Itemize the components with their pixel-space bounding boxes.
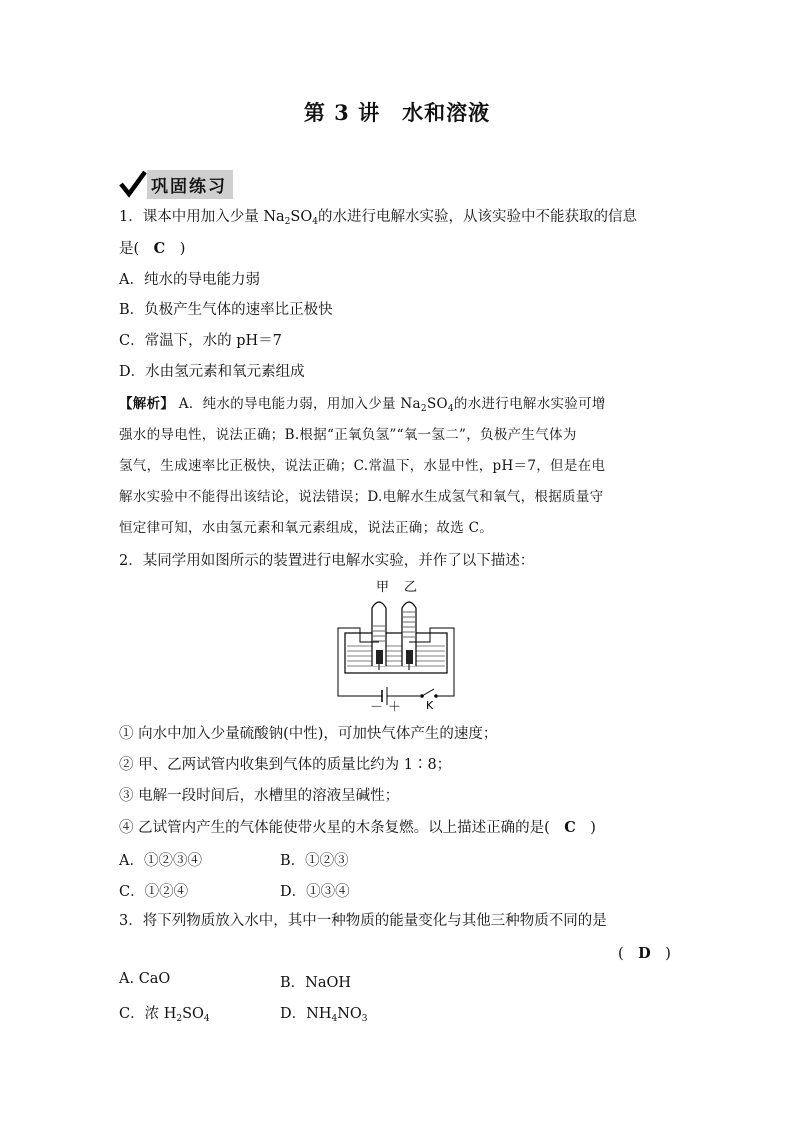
- q1-na-sub: $_2SO_4$: [284, 209, 318, 227]
- q1-analysis-line3: 氢气，生成速率比正极快，说法正确；C.常温下，水显中性，pH＝7，但是在电: [119, 458, 606, 474]
- q1-stem-part-a: 1．课本中用加入少量 Na: [119, 209, 285, 225]
- tube-label-yi: 乙: [404, 580, 418, 595]
- water-hatching: [347, 646, 445, 666]
- q2-statement-1: ① 向水中加入少量硫酸钠(中性)，可加快气体产生的速度；: [119, 726, 498, 742]
- electrode-right: [406, 650, 413, 664]
- q3-option-c-text: C．浓 H: [119, 1006, 177, 1022]
- tube-label-jia: 甲: [376, 580, 390, 595]
- q1-analysis-line1: [119, 394, 606, 414]
- q1-analysis-line5: 恒定律可知，水由氢元素和氧元素组成，说法正确；故选 C。: [119, 520, 494, 536]
- section-header: [119, 170, 233, 199]
- q2-answer: C: [564, 819, 576, 836]
- analysis-l1a: A．纯水的导电能力弱，用加入少量 Na: [174, 396, 421, 412]
- electrolysis-apparatus-diagram: [330, 578, 462, 712]
- q1-bracket-open: 是(: [119, 241, 154, 257]
- q1-stem-part-b: 的水进行电解水实验，从该实验中不能获取的信息: [317, 209, 637, 225]
- q2-option-c: C．①②④: [119, 884, 189, 900]
- q2-option-a: A．①②③④: [119, 853, 202, 869]
- q3-answer: D: [638, 945, 651, 962]
- switch-label: K: [426, 699, 434, 712]
- q2-stem: 2．某同学用如图所示的装置进行电解水实验，并作了以下描述：: [119, 553, 535, 569]
- page-title: 第 3 讲 水和溶液: [303, 100, 491, 125]
- q2-statement-2: ② 甲、乙两试管内收集到气体的质量比约为 1∶8；: [119, 757, 452, 773]
- q3-option-a: A. CaO: [119, 971, 171, 987]
- q1-bracket-close: ): [165, 241, 186, 257]
- q1-option-a: A．纯水的导电能力弱: [119, 272, 260, 288]
- minus-sign: －: [370, 700, 384, 712]
- q1-option-d: D．水由氢元素和氧元素组成: [119, 364, 305, 380]
- q3-bracket-close: ): [650, 946, 671, 962]
- q3-option-c: C．浓 $H_2SO_4$: [119, 1006, 210, 1024]
- q3-stem: 3．将下列物质放入水中，其中一种物质的能量变化与其他三种物质不同的是: [119, 913, 607, 929]
- q1-answer: C: [153, 240, 166, 257]
- q3-bracket-open: (: [618, 946, 639, 962]
- analysis-tag: 【解析】: [119, 396, 175, 412]
- q1-option-c: C．常温下，水的 pH＝7: [119, 333, 282, 349]
- q3-option-d-text-a: D．NH: [280, 1006, 332, 1022]
- electrode-left: [376, 650, 383, 664]
- section-label: 巩固练习: [147, 170, 233, 199]
- checkmark-icon: [119, 172, 145, 198]
- q1-stem-line1: [119, 207, 637, 227]
- q3-option-b: B．NaOH: [280, 975, 352, 991]
- q1-analysis-line4: 解水实验中不能得出该结论，说法错误；D.电解水生成氢气和氧气，根据质量守: [119, 489, 604, 505]
- q3-option-d: D．$NH_4NO_3$: [280, 1006, 368, 1024]
- q2-option-b: B．①②③: [280, 853, 349, 869]
- q3-option-d-text-b: NO: [337, 1006, 362, 1022]
- q1-option-b: B．负极产生气体的速率比正极快: [119, 302, 333, 318]
- analysis-l1b: 的水进行电解水实验可增: [453, 396, 606, 412]
- q2-statement-4: [119, 818, 596, 838]
- q2-bracket-close: ): [575, 820, 596, 836]
- q2-option-d: D．①③④: [280, 884, 350, 900]
- q3-answer-bracket: [618, 942, 671, 963]
- q2-s4-text: ④ 乙试管内产生的气体能使带火星的木条复燃。以上描述正确的是(: [119, 820, 565, 836]
- q1-analysis-line2: 强水的导电性，说法正确；B.根据“正氧负氢”“氧一氢二”，负极产生气体为: [119, 427, 577, 443]
- analysis-na-sub: $_2SO_4$: [420, 396, 454, 414]
- q1-stem-line2: [119, 239, 185, 259]
- q2-statement-3: ③ 电解一段时间后，水槽里的溶液呈碱性；: [119, 788, 400, 804]
- plus-sign: ＋: [388, 700, 402, 712]
